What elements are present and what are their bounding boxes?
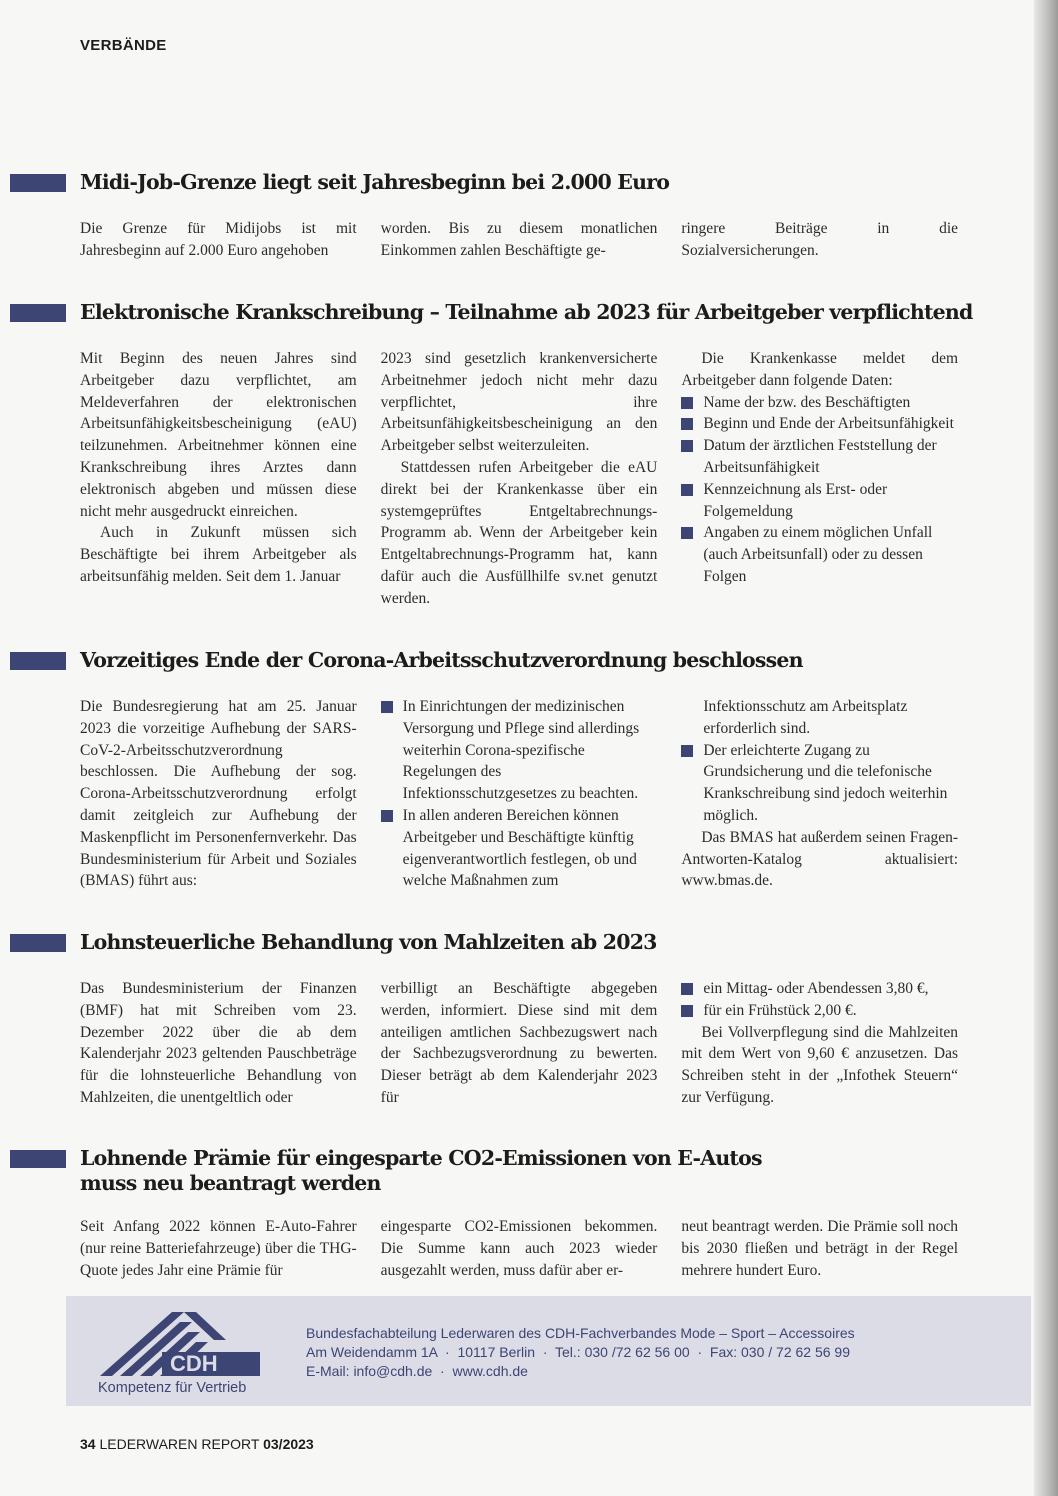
- column-1: [80, 1216, 357, 1281]
- article-headline: Elektronische Krankschreibung – Teilnahme ab 2023 für Arbeitgeber verpflichtend: [80, 300, 973, 324]
- list-item: Kennzeichnung als Erst- oder Folgemeldung: [681, 479, 958, 523]
- headline-line: muss neu beantragt werden: [80, 1171, 381, 1195]
- headline-marker: [10, 934, 66, 952]
- column-3: [681, 978, 958, 1109]
- bullet-list: [681, 978, 958, 1022]
- page-number: 34: [80, 1436, 96, 1452]
- paragraph: Die Grenze für Midijobs ist mit Jahresbeginn auf 2.000 Euro angehoben: [80, 220, 357, 259]
- paragraph: worden. Bis zu diesem monatlichen Einkommen zahlen Beschäftigte ge-: [380, 220, 658, 259]
- list-item: für ein Frühstück 2,00 €.: [681, 1000, 958, 1022]
- contact-info: [306, 1324, 855, 1381]
- headline-marker: [10, 304, 66, 322]
- column-1: [80, 218, 357, 262]
- page-footer: [80, 1436, 314, 1452]
- headline-marker: [10, 1150, 66, 1168]
- column-2: [381, 1216, 658, 1281]
- list-item: Name der bzw. des Beschäftigten: [681, 392, 958, 414]
- bullet-list: [681, 740, 958, 827]
- column-2: [381, 978, 658, 1109]
- list-item: In allen anderen Bereichen können Arbeitgeber und Beschäftigte künftig eigenverantwortlich festlegen, ob und welche Maßnahmen zum: [381, 805, 658, 892]
- contact-line: Am Weidendamm 1A · 10117 Berlin · Tel.: 030 /72 62 56 00 · Fax: 030 / 72 62 56 99: [306, 1344, 850, 1360]
- magazine-name: LEDERWAREN REPORT: [99, 1436, 260, 1452]
- paragraph: Bei Vollverpflegung sind die Mahlzeiten mit dem Wert von 9,60 € anzusetzen. Das Schreiben steht in der „Infothek Steuern“ zur Verfügung.: [681, 1023, 959, 1106]
- article-headline: Vorzeitiges Ende der Corona-Arbeitsschutzverordnung beschlossen: [80, 648, 803, 672]
- column-1: [80, 696, 357, 892]
- article-headline: [80, 1146, 980, 1196]
- tagline: Kompetenz für Vertrieb: [98, 1380, 247, 1396]
- cdh-info-box: [66, 1296, 1031, 1406]
- contact-line: E-Mail: info@cdh.de · www.cdh.de: [306, 1363, 528, 1379]
- logo-text: CDH: [170, 1351, 218, 1376]
- contact-line: Bundesfachabteilung Lederwaren des CDH-Fachverbandes Mode – Sport – Accessoires: [306, 1325, 855, 1341]
- paragraph: neut beantragt werden. Die Prämie soll noch bis 2030 fließen und beträgt in der Regel mehrere hundert Euro.: [681, 1218, 959, 1279]
- paragraph: Die Bundesregierung hat am 25. Januar 2023 die vorzeitige Aufhebung der SARS-CoV-2-Arbeitsschutzverordnung beschlossen. Die Aufhebung der sog. Corona-Arbeitsschutzverordnung erfolgt damit zeitgleich zur Aufhebung der Maskenpflicht im Personenfernverkehr. Das Bundesministerium für Arbeit und Soziales (BMAS) führt aus:: [80, 698, 357, 890]
- paragraph: Auch in Zukunft müssen sich Beschäftigte bei ihrem Arbeitgeber als arbeitsunfähig melden. Seit dem 1. Januar: [80, 524, 357, 585]
- paragraph: verbilligt an Beschäftigte abgegeben werden, informiert. Diese sind mit dem anteiligen amtlichen Sachbezugswert nach der Sachbezugsverordnung zu bewerten. Dieser beträgt ab dem Kalenderjahr 2023 für: [380, 980, 658, 1106]
- article-headline: Midi-Job-Grenze liegt seit Jahresbeginn bei 2.000 Euro: [80, 170, 670, 194]
- article-headline: Lohnsteuerliche Behandlung von Mahlzeiten ab 2023: [80, 930, 657, 954]
- paragraph: Das BMAS hat außerdem seinen Fragen-Antworten-Katalog aktualisiert: www.bmas.de.: [681, 828, 959, 890]
- column-3: [681, 218, 958, 262]
- paragraph: Stattdessen rufen Arbeitgeber die eAU direkt bei der Krankenkasse über ein systemgeprüftes Entgeltabrechnungs-Programm ab. Wenn der Arbeitgeber kein Entgeltabrechnungs-Programm hat, kann dafür auch die Ausfüllhilfe sv.net genutzt werden.: [380, 458, 658, 607]
- paragraph: Infektionsschutz am Arbeitsplatz erforderlich sind.: [703, 698, 908, 737]
- headline-line: Lohnende Prämie für eingesparte CO2-Emissionen von E-Autos: [80, 1146, 762, 1170]
- paragraph: eingesparte CO2-Emissionen bekommen. Die Summe kann auch 2023 wieder ausgezahlt werden, muss dafür aber er-: [380, 1218, 658, 1279]
- article-columns: [80, 218, 958, 262]
- column-1: [80, 978, 357, 1109]
- issue-number: 03/2023: [263, 1436, 314, 1452]
- list-item: Der erleichterte Zugang zu Grundsicherung und die telefonische Krankschreibung sind jedoch weiterhin möglich.: [681, 740, 958, 827]
- column-2: [381, 348, 658, 610]
- paragraph: ringere Beiträge in die Sozialversicherungen.: [681, 220, 959, 259]
- column-3: [681, 348, 958, 610]
- list-item: Beginn und Ende der Arbeitsunfähigkeit: [681, 413, 958, 435]
- column-3: [681, 1216, 958, 1281]
- page-edge-shadow: [1034, 0, 1058, 1496]
- paragraph: Seit Anfang 2022 können E-Auto-Fahrer (nur reine Batteriefahrzeuge) über die THG-Quote jedes Jahr eine Prämie für: [80, 1218, 357, 1279]
- column-1: [80, 348, 357, 610]
- paragraph: Die Krankenkasse meldet dem Arbeitgeber dann folgende Daten:: [681, 350, 959, 389]
- column-3: [681, 696, 958, 892]
- column-2: [381, 696, 658, 892]
- article-columns: [80, 978, 958, 1109]
- column-2: [381, 218, 658, 262]
- paragraph: Mit Beginn des neuen Jahres sind Arbeitgeber dazu verpflichtet, am Meldeverfahren der elektronischen Arbeitsunfähigkeitsbescheinigung (eAU) teilzunehmen. Arbeitnehmer können eine Krankschreibung ihres Arztes dann elektronisch abgeben und müssen diese nicht mehr ausgedruckt einreichen.: [80, 350, 357, 520]
- article-columns: [80, 696, 958, 892]
- list-item: Datum der ärztlichen Feststellung der Arbeitsunfähigkeit: [681, 435, 958, 479]
- list-item: ein Mittag- oder Abendessen 3,80 €,: [681, 978, 958, 1000]
- article-columns: [80, 1216, 958, 1281]
- list-item: Angaben zu einem möglichen Unfall (auch Arbeitsunfall) oder zu dessen Folgen: [681, 522, 958, 587]
- paragraph: 2023 sind gesetzlich krankenversicherte Arbeitnehmer jedoch nicht mehr dazu verpflichtet, ihre Arbeitsunfähigkeitsbescheinigung an den Arbeitgeber selbst weiterzuleiten.: [380, 350, 658, 455]
- headline-marker: [10, 652, 66, 670]
- bullet-list: [381, 696, 658, 892]
- article-columns: [80, 348, 958, 610]
- list-item: In Einrichtungen der medizinischen Versorgung und Pflege sind allerdings weiterhin Corona-spezifische Regelungen des Infektionsschutzgesetzes zu beachten.: [381, 696, 658, 805]
- section-label: VERBÄNDE: [80, 37, 167, 54]
- paragraph: Das Bundesministerium der Finanzen (BMF) hat mit Schreiben vom 23. Dezember 2022 über die ab dem Kalenderjahr 2023 geltenden Pauschbeträge für die lohnsteuerliche Behandlung von Mahlzeiten, die unentgeltlich oder: [80, 980, 357, 1106]
- headline-marker: [10, 174, 66, 192]
- bullet-list: [681, 392, 958, 588]
